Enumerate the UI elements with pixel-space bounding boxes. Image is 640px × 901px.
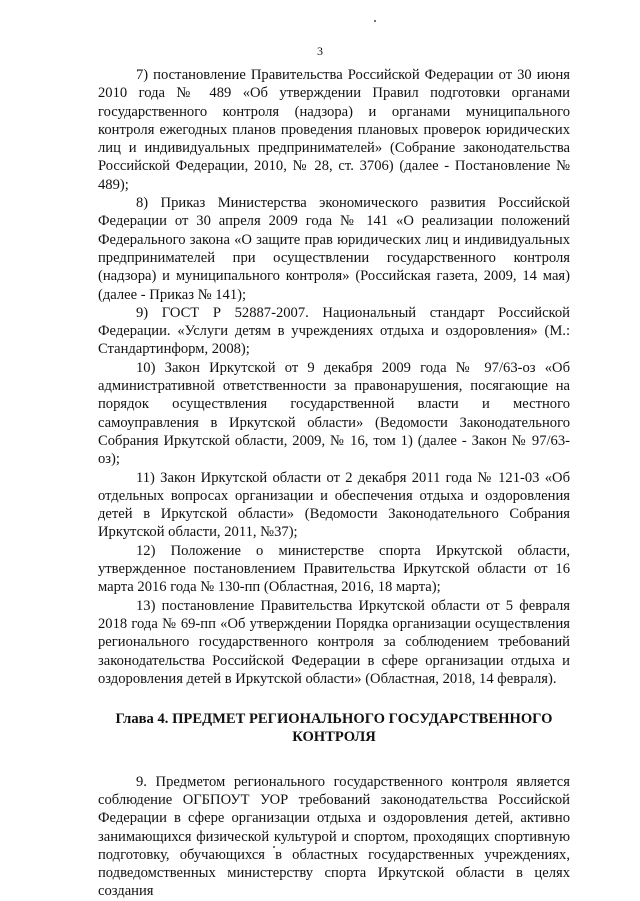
list-item-13: 13) постановление Правительства Иркутской области от 5 февраля 2018 года № 69-пп «Об утверждении Порядка организации осуществления регионального государственного контроля за соблюдением требований законодательства Российской Федерации в сфере организации отдыха и оздоровления детей в Иркутской области» (Областная, 2018, 14 февраля). bbox=[98, 597, 570, 687]
list-item-10: 10) Закон Иркутской от 9 декабря 2009 года № 97/63-оз «Об административной ответственности за правонарушения, посягающие на порядок осуществления государственной власти и местного самоуправления в Иркутской области» (Ведомости Законодательного Собрания Иркутской области, 2009, № 16, том 1) (далее - Закон № 97/63-оз); bbox=[98, 359, 570, 468]
list-item-11: 11) Закон Иркутской области от 2 декабря 2011 года № 121-03 «Об отдельных вопросах организации и обеспечения отдыха и оздоровления детей в Иркутской области» (Ведомости Законодательного Собрания Иркутской области, 2011, №37); bbox=[98, 469, 570, 541]
list-item-12: 12) Положение о министерстве спорта Иркутской области, утвержденное постановлением Правительства Иркутской области от 16 марта 2016 года № 130-пп (Областная, 2016, 18 марта); bbox=[98, 542, 570, 596]
list-item-8: 8) Приказ Министерства экономического развития Российской Федерации от 30 апреля 2009 года № 141 «О реализации положений Федерального закона «О защите прав юридических лиц и индивидуальных предпринимателей при осуществлении государственного контроля (надзора) и муниципального контроля» (Российская газета, 2009, 14 мая) (далее - Приказ № 141); bbox=[98, 195, 570, 303]
paragraph-9: 9. Предметом регионального государственного контроля является соблюдение ОГБПОУТ УОР требований законодательства Российской Федерации в сфере организации отдыха и оздоровления детей, активно занимающихся физической культурой и спортом, проходящих спортивную подготовку, обучающихся в областных государственных учреждениях, подведомственных министерству спорта Иркутской области в целях создания bbox=[98, 773, 570, 900]
page-number: 3 bbox=[317, 44, 323, 58]
chapter-heading: Глава 4. ПРЕДМЕТ РЕГИОНАЛЬНОГО ГОСУДАРСТВЕННОГО КОНТРОЛЯ bbox=[115, 711, 553, 746]
document-body bbox=[98, 66, 570, 901]
list-item-9: 9) ГОСТ Р 52887-2007. Национальный стандарт Российской Федерации. «Услуги детям в учреждениях отдыха и оздоровления» (М.: Стандартинформ, 2008); bbox=[98, 304, 570, 358]
scan-speck bbox=[374, 20, 376, 22]
list-item-7: 7) постановление Правительства Российской Федерации от 30 июня 2010 года № 489 «Об утверждении Правил подготовки органами государственного контроля (надзора) и органами муниципального контроля ежегодных планов проведения плановых проверок юридических лиц и индивидуальных предпринимателей» (Собрание законодательства Российской Федерации, 2010, № 28, ст. 3706) (далее - Постановление № 489); bbox=[98, 67, 570, 193]
